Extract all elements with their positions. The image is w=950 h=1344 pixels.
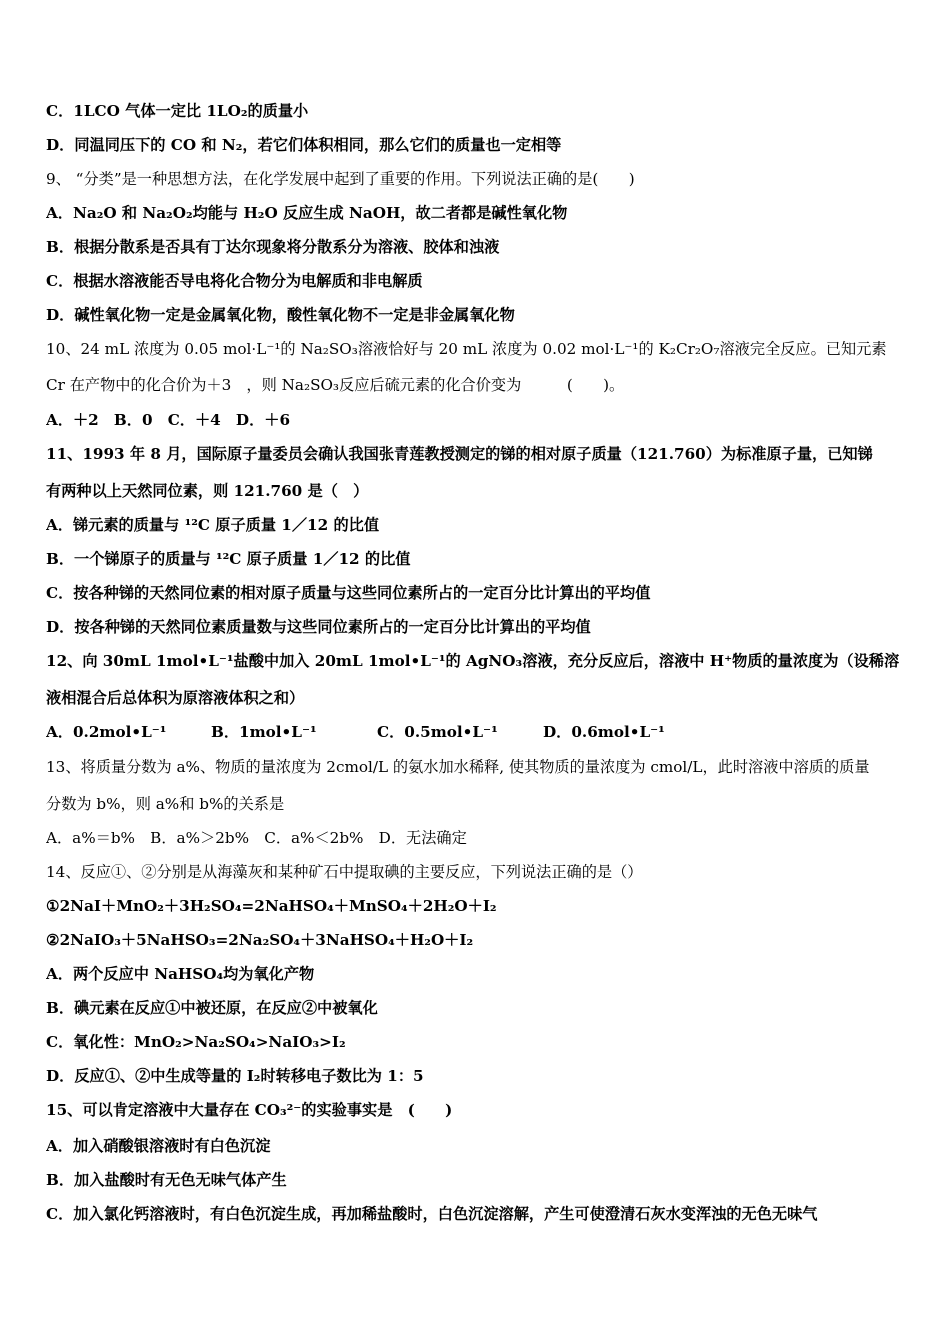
q10-stem-line1: 10、24 mL 浓度为 0.05 mol·L⁻¹的 Na₂SO₃溶液恰好与 20 mL 浓度为 0.02 mol·L⁻¹的 K₂Cr₂O₇溶液完全反应。已知元素	[46, 340, 887, 358]
q9-option-d: D．碱性氧化物一定是金属氧化物，酸性氧化物不一定是非金属氧化物	[46, 306, 515, 324]
q12-option-b: B．1mol•L⁻¹	[211, 723, 317, 741]
q14-option-d: D．反应①、②中生成等量的 I₂时转移电子数比为 1：5	[46, 1067, 424, 1085]
q15-stem: 15、可以肯定溶液中大量存在 CO₃²⁻的实验事实是 ( )	[46, 1101, 453, 1119]
q9-stem: 9、 “分类”是一种思想方法，在化学发展中起到了重要的作用。下列说法正确的是( )	[46, 170, 635, 188]
q15-option-c: C．加入氯化钙溶液时，有白色沉淀生成，再加稀盐酸时，白色沉淀溶解，产生可使澄清石灰水变浑浊的无色无味气	[46, 1205, 818, 1223]
q11-option-a: A．锑元素的质量与 ¹²C 原子质量 1／12 的比值	[46, 516, 380, 534]
q12-stem-line1: 12、向 30mL 1mol•L⁻¹盐酸中加入 20mL 1mol•L⁻¹的 AgNO₃溶液，充分反应后，溶液中 H⁺物质的量浓度为（设稀溶	[46, 652, 900, 670]
q12-options	[46, 722, 908, 742]
q14-option-a: A．两个反应中 NaHSO₄均为氧化产物	[46, 965, 315, 983]
q13-stem-line1: 13、将质量分数为 a%、物质的量浓度为 2cmol/L 的氨水加水稀释, 使其物质的量浓度为 cmol/L，此时溶液中溶质的质量	[46, 758, 870, 776]
q12-option-a: A．0.2mol•L⁻¹	[46, 723, 167, 741]
q14-reaction-2: ②2NaIO₃＋5NaHSO₃=2Na₂SO₄＋3NaHSO₄＋H₂O＋I₂	[46, 931, 474, 949]
q14-stem: 14、反应①、②分别是从海藻灰和某种矿石中提取碘的主要反应，下列说法正确的是（）	[46, 863, 643, 881]
q11-stem-line2: 有两种以上天然同位素，则 121.760 是（ ）	[46, 482, 369, 500]
q11-option-c: C．按各种锑的天然同位素的相对原子质量与这些同位素所占的一定百分比计算出的平均值	[46, 584, 651, 602]
q12-option-d: D．0.6mol•L⁻¹	[543, 723, 665, 741]
q15-option-a: A．加入硝酸银溶液时有白色沉淀	[46, 1137, 271, 1155]
q14-option-b: B．碘元素在反应①中被还原，在反应②中被氧化	[46, 999, 378, 1017]
q14-reaction-1: ①2NaI＋MnO₂＋3H₂SO₄=2NaHSO₄＋MnSO₄＋2H₂O＋I₂	[46, 897, 497, 915]
q13-stem-line2: 分数为 b%，则 a%和 b%的关系是	[46, 795, 285, 813]
q11-stem-line1: 11、1993 年 8 月，国际原子量委员会确认我国张青莲教授测定的锑的相对原子质量（121.760）为标准原子量，已知锑	[46, 445, 873, 463]
q11-option-b: B．一个锑原子的质量与 ¹²C 原子质量 1／12 的比值	[46, 550, 411, 568]
q9-option-c: C．根据水溶液能否导电将化合物分为电解质和非电解质	[46, 272, 423, 290]
q14-option-c: C．氧化性：MnO₂>Na₂SO₄>NaIO₃>I₂	[46, 1033, 346, 1051]
q12-option-c: C．0.5mol•L⁻¹	[377, 723, 498, 741]
q10-options: A．＋2 B．0 C．＋4 D．＋6	[46, 411, 291, 429]
q13-options: A．a%＝b% B．a%＞2b% C．a%＜2b% D．无法确定	[46, 829, 467, 847]
q8-option-d: D．同温同压下的 CO 和 N₂，若它们体积相同，那么它们的质量也一定相等	[46, 136, 562, 154]
q9-option-a: A．Na₂O 和 Na₂O₂均能与 H₂O 反应生成 NaOH，故二者都是碱性氧化物	[46, 204, 568, 222]
q9-option-b: B．根据分散系是否具有丁达尔现象将分散系分为溶液、胶体和浊液	[46, 238, 500, 256]
q8-option-c: C．1LCO 气体一定比 1LO₂的质量小	[46, 102, 309, 120]
q11-option-d: D．按各种锑的天然同位素质量数与这些同位素所占的一定百分比计算出的平均值	[46, 618, 591, 636]
q12-stem-line2: 液相混合后总体积为原溶液体积之和）	[46, 689, 305, 707]
q15-option-b: B．加入盐酸时有无色无味气体产生	[46, 1171, 287, 1189]
q10-stem-line2: Cr 在产物中的化合价为＋3 ，则 Na₂SO₃反应后硫元素的化合价变为 ( )。	[46, 376, 625, 394]
